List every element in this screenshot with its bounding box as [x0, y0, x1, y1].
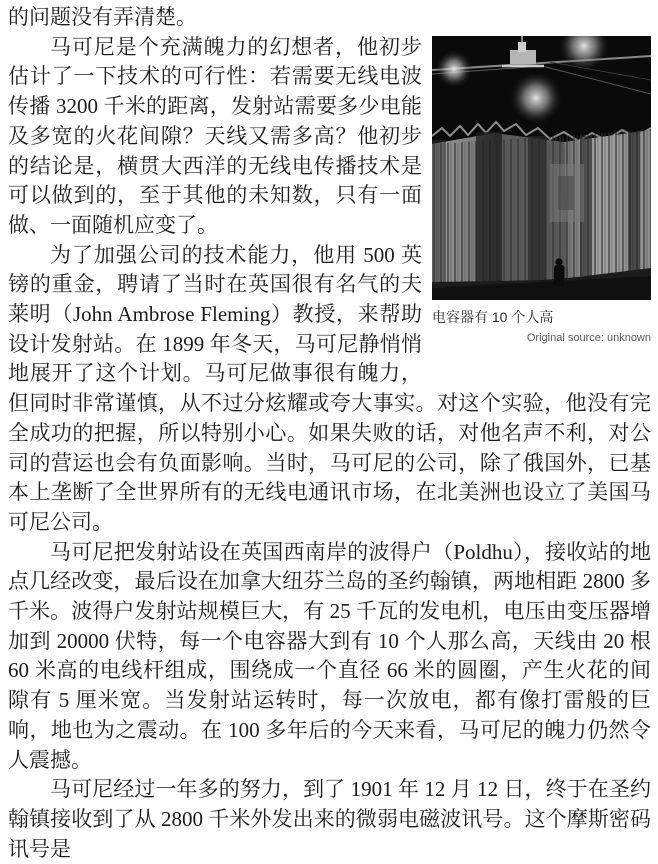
figure-caption: 电容器有 10 个人高: [432, 309, 554, 325]
paragraph-fleming: 为了加强公司的技术能力，他用 500 英镑的重金，聘请了当时在英国很有名气的夫莱明（John Ambrose Fleming）教授，来帮助设计发射站。在 1899 年冬天，马可尼静悄悄地展开了这个计划。马可尼做事很有魄力，但同时非常谨慎，从不过分炫耀或夸大事实。对这个实验，他没有完全成功的把握，所以特别小心。如果失败的话，对他名声不利，对公司的营运也会有负面影响。当时，马可尼的公司，除了俄国外，已基本上垄断了全世界所有的无线电通讯市场，在北美洲也设立了美国马可尼公司。: [8, 242, 651, 534]
paragraph-poldhu-station: 马可尼把发射站设在英国西南岸的波得户（Poldhu），接收站的地点几经改变，最后设在加拿大纽芬兰岛的圣约翰镇，两地相距 2800 多千米。波得户发射站规模巨大，有 25 千瓦的发电机，电压由变压器增加到 20000 伏特，每一个电容器大到有 10 个人那么高，天线由 20 根 60 米高的电线杆组成，围绕成一个直径 66 米的圆圈，产生火花的间隙有 5 厘米宽。当发射站运转时，每一次放电，都有像打雷般的巨响，地也为之震动。在 100 多年后的今天来看，马可尼的魄力仍然令人震撼。: [8, 539, 651, 772]
paragraph-vision: 马可尼是个充满魄力的幻想者，他初步估计了一下技术的可行性：若需要无线电波传播 3200 千米的距离，发射站需要多少电能及多宽的火花间隙？天线又需多高？他初步的结论是，横贯大西洋的无线电传播技术是可以做到的，至于其他的未知数，只有一面做、一面随机应变了。: [8, 34, 422, 237]
figure-capacitor: [432, 36, 651, 345]
paragraph-continuation: 的问题没有弄清楚。: [8, 5, 197, 29]
capacitor-photo: [432, 36, 651, 300]
paragraph-signal-received: 马可尼经过一年多的努力，到了 1901 年 12 月 12 日，终于在圣约翰镇接收到了从 2800 千米外发出来的微弱电磁波讯号。这个摩斯密码讯号是: [8, 777, 651, 861]
figure-credit: Original source: unknown: [526, 332, 651, 344]
